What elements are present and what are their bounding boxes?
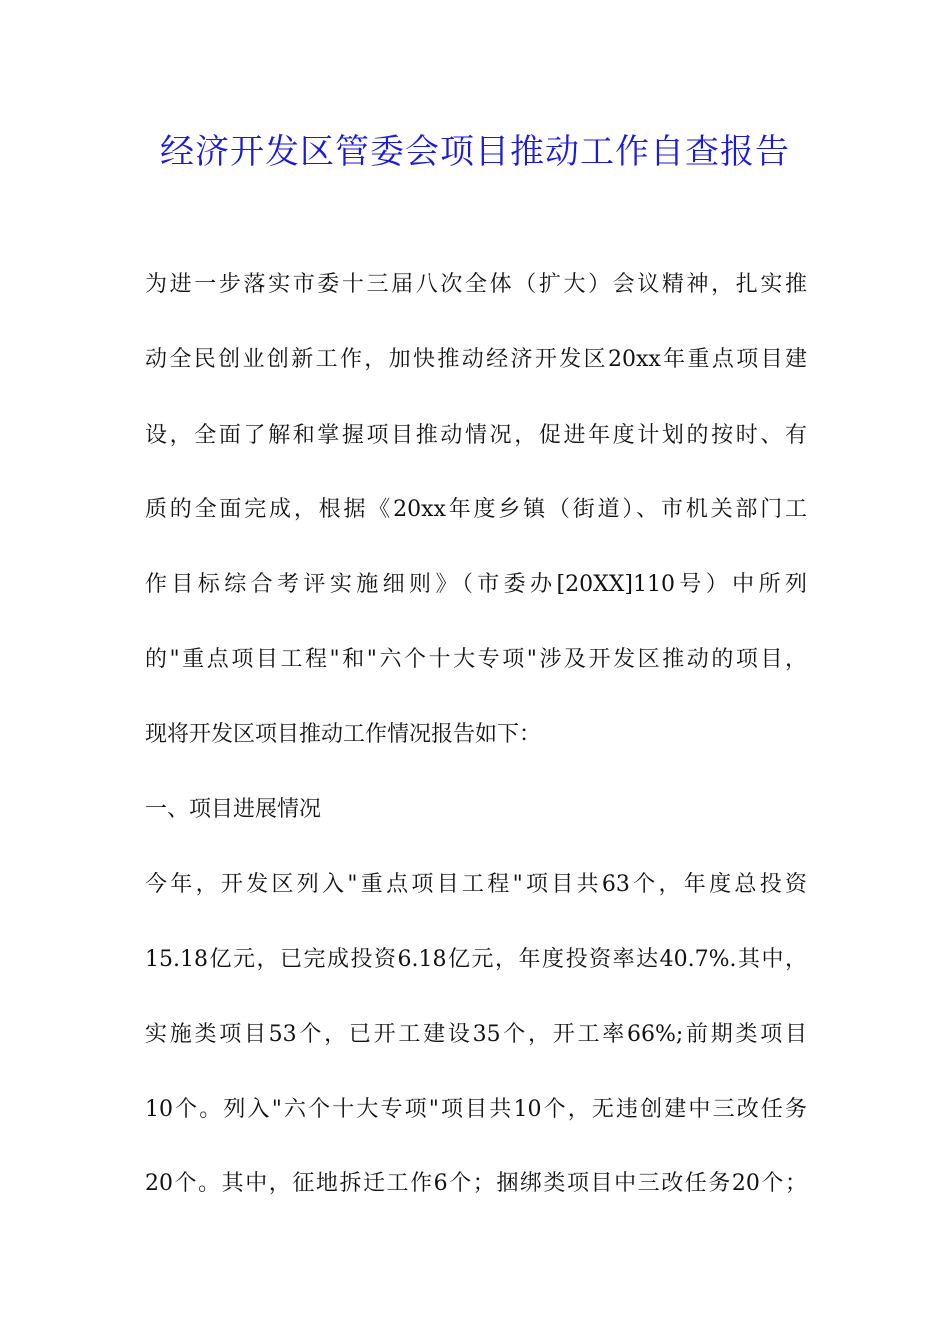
paragraph-line: 作目标综合考评实施细则》（市委办[20XX]110号）中所列	[145, 572, 807, 597]
paragraph-line: 为进一步落实市委十三届八次全体（扩大）会议精神，扎实推	[145, 272, 807, 297]
paragraph-line: 10个。列入"六个十大专项"项目共10个，无违创建中三改任务	[145, 1097, 807, 1122]
document-title: 经济开发区管委会项目推动工作自查报告	[160, 132, 790, 172]
paragraph-line: 现将开发区项目推动工作情况报告如下：	[145, 722, 542, 747]
paragraph-line: 设，全面了解和掌握项目推动情况，促进年度计划的按时、有	[145, 423, 807, 448]
paragraph-line: 动全民创业创新工作，加快推动经济开发区20xx年重点项目建	[145, 347, 807, 372]
paragraph-line: 20个。其中，征地拆迁工作6个；捆绑类项目中三改任务20个；	[145, 1171, 807, 1196]
paragraph-line: 的"重点项目工程"和"六个十大专项"涉及开发区推动的项目，	[145, 647, 807, 672]
paragraph-line: 质的全面完成，根据《20xx年度乡镇（街道）、市机关部门工	[145, 497, 807, 522]
paragraph-line: 实施类项目53个，已开工建设35个，开工率66%;前期类项目	[145, 1022, 807, 1047]
section-heading: 一、项目进展情况	[145, 797, 322, 822]
paragraph-line: 15.18亿元，已完成投资6.18亿元，年度投资率达40.7%.其中，	[145, 947, 807, 972]
paragraph-line: 今年，开发区列入"重点项目工程"项目共63个，年度总投资	[145, 872, 807, 897]
